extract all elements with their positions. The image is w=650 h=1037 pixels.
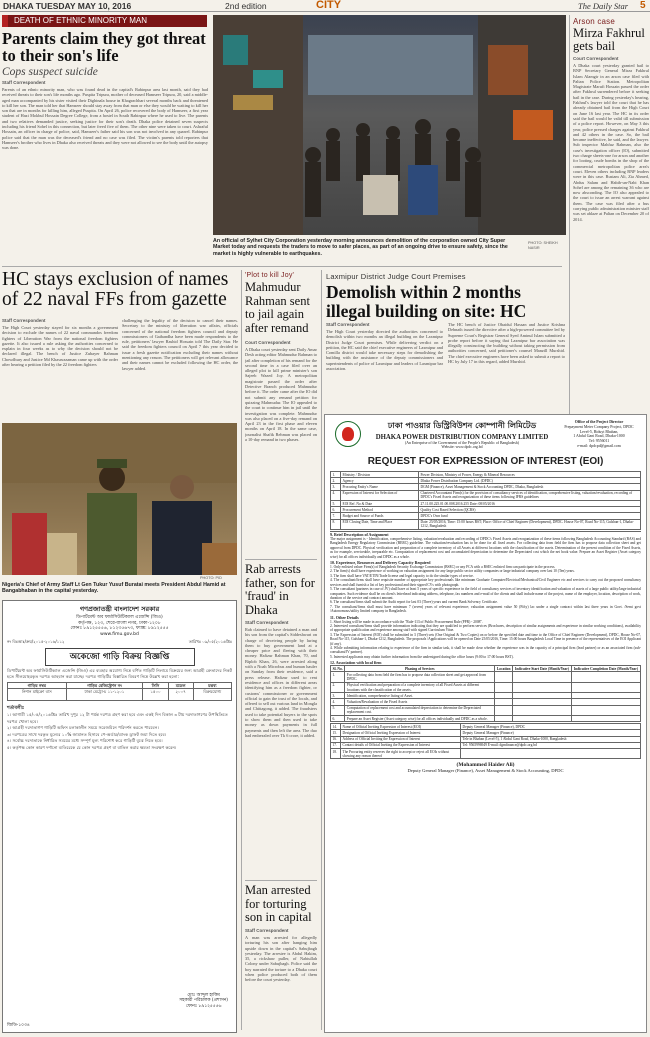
photo1-caption: An official of Sylhet City Corporation yesterday morning announces demolition of the corporation owned City Super Market today and requests the traders to move to safer places, as part of an ongoing drive to ensure safety, since the market is highly vulnerable to earthquakes. bbox=[213, 238, 508, 257]
term-item: ৪। সর্বোচ্চ দরদাতাকে নির্ধারিত সময়ের মধ্যে সম্পূর্ণ মূল্য পরিশোধ করে গাড়িটি বুঝে নিতে হবে। bbox=[7, 738, 163, 744]
table-row bbox=[331, 672, 641, 682]
ad-terms-title: শর্তাবলীঃ bbox=[7, 706, 25, 712]
edition-label: 2nd edition bbox=[225, 1, 267, 11]
eoi-sign-name: (Mohammed Haider Ali) bbox=[456, 762, 515, 769]
table-cell: Computation of replacement cost and accumulated depreciation to determine the Depreciated replacement cost. bbox=[345, 705, 495, 715]
table-header-cell: Indicative Completion Date (Month/Year) bbox=[571, 666, 640, 672]
row-label: Expression of Interest for Selection of bbox=[341, 490, 419, 500]
requirement-item: 4. The consultant/firms shall have requisite number of appropriate key professionals like minimum Graduate Computer/Electrical/Mechanical/Civil Engineer etc and services to carry out the proposed consultancy services and shall furnish a list of key professional and their signed CVs with photograph. bbox=[330, 578, 641, 587]
table-cell: Identification, comprehensive listing of Asset. bbox=[345, 693, 495, 699]
story5-byline: Staff Correspondent bbox=[245, 928, 289, 933]
ad-code: জিডি-১০৩৪ bbox=[7, 1023, 30, 1028]
row-number: 17. bbox=[331, 742, 341, 748]
table-header-cell: Phasing of Services bbox=[345, 666, 495, 672]
eoi-info-table bbox=[330, 471, 641, 530]
table-header-cell: Sl. No. bbox=[331, 666, 345, 672]
arson-kicker: Arson case bbox=[573, 17, 616, 26]
row-value: Tele in Bhaban (Level-5), 1 Abdul Gani Road, Dhaka-1000, Bangladesh bbox=[461, 736, 641, 742]
table-cell: Valuation/Revaluation of the Fixed Assets bbox=[345, 699, 495, 705]
row-label: Contact details of Official Inviting the Expression of Interest bbox=[341, 742, 461, 748]
row-number: 7. bbox=[331, 513, 341, 519]
row-number: 3. bbox=[331, 484, 341, 490]
ad-date: তারিখঃ ০৯/০৫/২০১৬খ্রিঃ bbox=[188, 639, 232, 644]
requirement-item: 1. Only enlisted valuer Firm(s) of Bangladesh Security Exchange Commission (BSEC) or any FCA with a BSEC enlisted firm can participate in the process. bbox=[330, 565, 556, 570]
story6-kicker: Laxmipur District Judge Court Premises bbox=[326, 272, 466, 281]
table-row bbox=[331, 705, 641, 715]
row-number: 15. bbox=[331, 730, 341, 736]
story1-headline: Parents claim they got threat to their son's life bbox=[2, 29, 206, 65]
table-cell bbox=[513, 672, 572, 682]
row-value: DPDC's Own fund bbox=[419, 513, 641, 519]
ad-sign-name: মোঃ আব্দুল হাকিম bbox=[187, 992, 220, 998]
paper-logo: The Daily Star bbox=[578, 1, 629, 11]
table-cell: বিক্রয়যোগ্য bbox=[193, 689, 231, 701]
army-chief-photo bbox=[2, 423, 237, 575]
row-label: Budget and Source of Funds bbox=[341, 513, 419, 519]
photo2-caption: Nigeria's Chief of Army Staff Lt Gen Tukur Yusuf Buratai meets President Abdul Hamid at Bangabhaban in the capital yesterday. bbox=[2, 582, 226, 595]
eoi-company-en: DHAKA POWER DISTRIBUTION COMPANY LIMITED bbox=[375, 434, 549, 441]
table-header-cell: Indicative Start Date (Month/Year) bbox=[513, 666, 572, 672]
row-number: 5. bbox=[331, 501, 341, 507]
table-cell bbox=[513, 716, 572, 722]
story1-body: Parents of an ethnic minority man, who was found dead in the capital's Rabinpur area last month, said they had received threats to their son's life months ago. Puspita Tripura, mother of deceased Hamseer Tripura, 20, said a middle-aged man accompanied by his sister visited their Dighinala house in Khagrachhari several months back and threatened to kill her son. The man told her that Hamseer should stay away from that man or else they would be waiting to kill her son that are in months for killing him, alleged Puspita. On April 26, police recovered the body of Hamseer, a first year student of Hazi Mokbul Hossain Degree College, from a hostel in South Rabinpur where he used to live. The parents and two relatives demanded justice, seeking justice for their son's death. Dhaka police detained seven suspects including his friend Sohel in this connection, but later freed five of them. The other nine were taken to court. Ashraful Hossain, an officer in charge of police, said, Hamseer's father said his son was not involved in any quarrel. Rabinpur police said that the man was the deceased's friend and no case was filed. The victim's parents told reporters that Hamseer's brother who lives in Dhaka also received threats and they were not allowed to see the body until the autopsy was done. bbox=[2, 87, 208, 151]
row-number: 14. bbox=[331, 724, 341, 730]
ad-ref: নং বিঃআঃ/ক্রয়/২০১৫-২০১৬/১১২ bbox=[7, 639, 65, 644]
row-number: 8. bbox=[331, 519, 341, 529]
row-label: Procurement Method bbox=[341, 507, 419, 513]
table-cell: 6. bbox=[331, 716, 345, 722]
arson-headline: Mirza Fakhrul gets bail bbox=[573, 26, 645, 53]
table-cell: 5. bbox=[331, 705, 345, 715]
column-rule bbox=[321, 270, 322, 1030]
detail-item: 3. The Expression of Interest (EOI) shall be submitted in 3 (Three) sets (One Original & Two Copies) on or before the specified date and time to the Office of Chief Engineer (Development), DPDC, House No-07, Road No-115, Gulshan-1, Dhaka-1212, Bangladesh. The proposals /Applications will be opened on Date 25/05/2016, Time: 15:00 hours Bangladesh Local Time in presence of the representatives of the EOI Applicant (if any). bbox=[330, 632, 641, 646]
dpdc-logo bbox=[335, 421, 361, 447]
ad-sign-title: সহকারী পরিচালক (প্রশাসন) bbox=[179, 998, 228, 1004]
eoi-website[interactable]: Website: www.dpdc.org.bd bbox=[441, 445, 483, 449]
dateline: DHAKA TUESDAY MAY 10, 2016 bbox=[3, 1, 132, 11]
table-cell bbox=[495, 705, 513, 715]
row-number: 16. bbox=[331, 736, 341, 742]
story3-body: A Dhaka court yesterday sent Daily Amar Desh acting editor Mahmudur Rahman to jail after completion of his remand for the second time in a case filed over an alleged plot to kill prime minister's son Sajeeb Wazed Joy. A metropolitan magistrate passed the order after Detective Branch produced Mahmudur before it. The order came after the IO did not submit any remand petition for quizzing Mahmudur. The IO appealed to the court to continue him in jail until the investigation was complete. Mahmudur was also placed on a five-day remand on April 23 in the first phase and eleven months on April 18. In the same case, journalist Shafik Rehman was placed on a 10-day remand in two phases. bbox=[245, 347, 317, 443]
table-row bbox=[8, 689, 232, 701]
row-value: Deputy General Manager (Finance) bbox=[461, 730, 641, 736]
requirement-item: 2. The firm(s) shall have experience of working on valuation assignment for any large public sector utility companies or large industrial company over last 10 (Ten) years. bbox=[330, 569, 575, 574]
table-header-cell: মডেল bbox=[168, 683, 193, 689]
page-number: 5 bbox=[640, 0, 646, 11]
eoi-sign-title: Deputy General Manager (Finance), Asset Management & Stock Accounting, DPDC bbox=[407, 768, 564, 774]
address-line: 1 Abdul Gani Road, Dhaka-1000 bbox=[573, 434, 625, 439]
story3-kicker: 'Plot to kill Joy' bbox=[245, 272, 295, 279]
requirement-item: 7. The consultant/firms shall must have minimum 7 (seven) years of relevant experience; valuation assignment value 50 (Fifty) lac under a single contract within last three years in Govt. /Semi govt /Autonomous/utility limited company in Bangladesh. bbox=[330, 604, 641, 614]
table-header-cell: সিসি bbox=[143, 683, 168, 689]
row-label: Agency bbox=[341, 478, 419, 484]
table-header-cell: Location bbox=[495, 666, 513, 672]
row-label: The Procuring entity reserves the right to accept or reject all EOIs without showing any reason thereof bbox=[341, 749, 461, 759]
eoi-section10-list bbox=[330, 565, 641, 613]
table-header-cell: গাড়ির নম্বর bbox=[8, 683, 67, 689]
section-name: CITY bbox=[316, 0, 342, 11]
row-value: 27.11.00.225.01.00.008.2016.255 Date: 08/05/2016 bbox=[419, 501, 641, 507]
masthead bbox=[0, 0, 650, 12]
arson-body: A Dhaka court yesterday granted bail to BNP Secretary General Mirza Fakhrul Islam Alamgir in an arson case filed with Paltan Police Station. Metropolitan Magistrate Marufi Hossain passed the order after Fakhrul surrendered before it seeking bail in the case. During yesterday's hearing, Fakhrul's lawyer told the court that he has already obtained bail from the High Court on June 16 last year. The HC in its order said the bail would be valid till submission of a police report. However, on May 3 this year, police pressed charges against Fakhrul and 42 others in the case. So, the bail became ineffective, he said, and the lawyer. Sub inspector Mahfuz Rahman, also the case's investigation officer (IO), submitted two charge sheets-one for arson and another for looting, crude bombs in the shop of the commercial metropolitan police area's court. Eleven others including BNP leaders were in this case. Rustam Ali, Zia Ahmed, Abdus Salam and Habib-un-Nabi Khan Sohel are among the remaining 36 who are now absconding. The IO also appealed to the court to issue an arrest warrant against them. The case was filed after a bus carrying public administration minister staff was set ablaze at Paltan on December 20 of 2014. bbox=[573, 63, 649, 222]
eoi-tail-table bbox=[330, 723, 641, 759]
eoi-section11-title: 11. Other Details bbox=[330, 614, 359, 620]
eoi-title: REQUEST FOR EXPRESSION OF INTEREST (EOI) bbox=[367, 456, 604, 467]
row-value: Date: 25/05/2016, Time: 15:00 hours BST; Place: Office of Chief Engineer (Development), DPDC. House No-07, Road No-115, Gulshan-1, Dhaka-1212, Bangladesh bbox=[419, 519, 641, 529]
detail-item: 4. While submitting information relating to experience of the firm in similar task, it shall be made clear whether the experience was in the capacity of a principal firm (lead partner) or as an associated firm (sub-consultant/JV partner). bbox=[330, 645, 641, 655]
row-label: Address of Official Inviting the Expression of Interest bbox=[341, 736, 461, 742]
table-row bbox=[331, 519, 641, 529]
table-cell: For collecting data from field the firm has to propose data collection sheet and get approval from DPDC. bbox=[345, 672, 495, 682]
row-number: 4. bbox=[331, 490, 341, 500]
row-number: 2. bbox=[331, 478, 341, 484]
table-cell: 1. bbox=[331, 672, 345, 682]
ad-heading: গণপ্রজাতন্ত্রী বাংলাদেশ সরকার bbox=[79, 605, 160, 613]
row-value: Power Division, Ministry of Power, Energy & Mineral Resources bbox=[419, 472, 641, 478]
address-line: Prepayment Meter Company Project, DPDC bbox=[564, 424, 634, 429]
address-line: Level-5, Biduyt Bhaban, bbox=[579, 429, 619, 434]
row-value: DGM (Finance), Asset Management & Stock Accounting DPDC, Dhaka, Bangladesh bbox=[419, 484, 641, 490]
ad-terms-list bbox=[7, 712, 232, 751]
table-row bbox=[331, 490, 641, 500]
story2-body-col1: The High Court yesterday stayed for six months a government decision to exclude the names of 22 naval commandos freedom fighters of Liberation War from the national freedom fighters gazette. It also issued a rule asking the authorities concerned to explain in four weeks as to why the decision should not be declared illegal. The bench of Justice Zubayer Rahman Chowdhury and Justice Md Khasruzzaman came up with the order after hearing a petition filed by the 22 freedom fighters bbox=[2, 325, 118, 368]
table-cell bbox=[495, 682, 513, 692]
ad-vehicle-table bbox=[7, 682, 232, 701]
story6-byline: Staff Correspondent bbox=[326, 322, 370, 327]
term-item: ২। আগ্রহী দরদাতাগণ গাড়িটি অফিস চলাকালীন সময়ে সরেজমিনে পরিদর্শন করতে পারবেন। bbox=[7, 725, 159, 731]
table-cell: ২০০৭ bbox=[168, 689, 193, 701]
address-line: e-mail: dpdcpd@gmail.com bbox=[577, 443, 621, 448]
table-header-cell: মন্তব্য bbox=[193, 683, 231, 689]
eoi-section9-title: 9. Brief Description of Assignment bbox=[330, 531, 641, 537]
banner-text: DEATH OF ETHNIC MINORITY MAN bbox=[14, 16, 148, 25]
eoi-right-lines bbox=[558, 425, 640, 449]
row-label: EOI Closing Date, Time and Place bbox=[341, 519, 419, 529]
story2-byline: Staff Correspondent bbox=[2, 318, 46, 323]
story3-headline: Mahmudur Rahman sent to jail again after remand bbox=[245, 280, 310, 335]
photo2-credit: PHOTO: PID bbox=[200, 576, 222, 580]
eoi-company-bn: ঢাকা পাওয়ার ডিস্ট্রিবিউশন কোম্পানী লিমিটেড bbox=[387, 421, 537, 430]
ad-org1: ডিপার্টমেন্ট অব ফার্মাসিউটিক্যাল এজেন্সি (জিও) bbox=[76, 615, 163, 620]
table-header-cell: গাড়ির রেজিস্ট্রেশন নং bbox=[66, 683, 143, 689]
eoi-section9-text: The major assignment is - Identification, comprehensive listing, valuation/revaluation and recording of DPDC's Fixed Assets and reorganization of these items following Bangladesh Accounting Standard (BAS) and Bangladesh Energy Regulatory Commission (BERC) guideline. The valuation/revaluation has to be done for all fixed assets. For collecting data from field the firm has to propose data collection sheet and get approval from DPDC. Physical verification and preparation of a complete inventory of all Assets at different locations with the classification of the assets. Determination of the present condition of the Fixed Assets, as for example, serviceable, irreparable etc. Computation of replacement cost and accumulated depreciation to determine the Depreciated cost which the net book value. Prepare an Asset Register (Asset category wise) for all offices individually and DPDC as a whole. bbox=[330, 537, 641, 559]
dpdc-eoi-ad bbox=[324, 414, 647, 1033]
row-label: Procuring Entity's Name bbox=[341, 484, 419, 490]
table-row bbox=[331, 682, 641, 692]
term-item: ৫। কর্তৃপক্ষ কোন কারণ দর্শানো ব্যতিরেকে যে কোন দরপত্র গ্রহণ বা বাতিল করার ক্ষমতা সংরক্ষণ করেন। bbox=[7, 744, 177, 750]
row-value: Chartered Accountant Firm(s) for the provision of consultancy services of identification, comprehensive listing, valuation/revaluation, recording of DPDC's Fixed Assets and reorganization of these items following IFRS guidelines bbox=[419, 490, 641, 500]
table-cell bbox=[571, 716, 640, 722]
table-cell: 2. bbox=[331, 682, 345, 692]
detail-item: 2. Interested consultant/firms shall provide information indicating that they are qualified to perform services (Brochures, description of similar assignments and experience in similar working conditions), availability of appropriate qualification and experience among staff with signed Curriculum Vitae. bbox=[330, 623, 641, 633]
eoi-right-office: Office of the Project Director bbox=[574, 420, 624, 424]
row-value: Tel: 9565996949 E-mail: dgmfinance@dpdc.org.bd bbox=[461, 742, 641, 748]
detail-item: 1. Short listing will be made in accordance with the "Rule-113 of Public Procurement Rule (PPR) - 2008". bbox=[330, 619, 483, 624]
story4-byline: Staff Correspondent bbox=[245, 620, 289, 625]
term-item: ১। আগামী ১৫/০৫/২০১৬খ্রিঃ তারিখ দুপুর ১২ টা পর্যন্ত দরপত্র গ্রহণ করা হবে এবং একই দিন বিকাল ৩ টায় দরদাতাগণের উপস্থিতিতে দরপত্র খোলা হবে। bbox=[7, 712, 228, 724]
table-cell bbox=[513, 705, 572, 715]
story2-headline: HC stays exclusion of names of 22 naval FFs from gazette bbox=[2, 269, 229, 310]
table-cell bbox=[571, 682, 640, 692]
row-label: EOI Ref. No & Date bbox=[341, 501, 419, 507]
story1-banner bbox=[2, 15, 207, 27]
story4-body: Rab claimed to have detained a man and his son from the capital's Siddeshwari on charge of deceiving people by luring them to buy government land at a cheaper price and fleeing with their money. Hafizur Rahman Khan, 70, and Biplob Khan, 26, were arrested along with a Noah Microbus and human hauler on Sunday from their residence, said a press release. Hafizur used to rent residence and offices in different areas identifying him as a freedom fighter, or customs' commissioner or government official to gain the trust of the locals, and offered to sell out various land in Mongla and Chittagong, it added. The fraudsters used to take potential buyers to the spots to show them and then used to take money as down payments in full payments and then left the area. The duo had embezzled over Tk 6 crore, it added. bbox=[245, 627, 317, 738]
story6-body-col2: The HC bench of Justice Obaidul Hassan and Justice Krishna Debnath issued the directive after a high-powered committee led by Supreme Court's Registrar General Syed Aminul Islam submitted a probe report before it saying that Laxmipur bar association was illegally constructing the building without taking permission from authorities concerned, said petitioner's counsel Manzill Murshid. The chief executive engineers have been asked to submit a report to HC by July 17 in this regard, added Murshid. bbox=[448, 322, 565, 365]
column-rule bbox=[241, 270, 242, 1030]
bengali-tender-ad bbox=[2, 600, 237, 1033]
address-line: Tel: 9556011 bbox=[588, 439, 610, 444]
detail-item: 5. Interested applicants may obtain further information from the undersigned during the office hours (9:00 to 17:00 hours BST). bbox=[330, 654, 514, 659]
table-cell bbox=[495, 716, 513, 722]
story6-headline: Demolish within 2 months illegal building on site: HC bbox=[326, 282, 527, 321]
city-market-photo bbox=[213, 15, 566, 235]
eoi-assoc-table bbox=[330, 665, 641, 722]
row-label: Designation of Official Inviting Expression of Interest bbox=[341, 730, 461, 736]
table-cell bbox=[571, 672, 640, 682]
table-cell: ঢাকা মেট্রো-চ ১১-১২০১ bbox=[66, 689, 143, 701]
table-row bbox=[331, 749, 641, 759]
eoi-section12-title: 12. Association with local firm bbox=[330, 660, 382, 666]
story5-headline: Man arrested for torturing son in capital bbox=[245, 883, 312, 924]
ad-website[interactable]: www.fimu.gov.bd bbox=[100, 631, 139, 637]
street-scene-illustration bbox=[213, 15, 566, 235]
section-rule bbox=[2, 266, 562, 267]
ad-sign-phone: ফোনঃ ৮৯১২৫৫৫৬ bbox=[185, 1004, 222, 1010]
eoi-company-sub: (An Enterprise of the Government of the People's Republic of Bangladesh) bbox=[405, 441, 519, 445]
story6-body-col1: The High Court yesterday directed the authorities concerned to demolish within two months an illegal building on the Laxmipur District Judge Court premises. While delivering verdict on a petition, the HC said the chief executive engineers of Laxmipur and Comilla district would take necessary steps for demolishing the building with the assistance of the deputy commissioners and superintendents of police of Laxmipur and leaders of Laxmipur bar association. bbox=[326, 329, 443, 372]
row-label: Ministry / Division bbox=[341, 472, 419, 478]
table-cell: 3. bbox=[331, 693, 345, 699]
story4-headline: Rab arrests father, son for 'fraud' in Dhaka bbox=[245, 562, 315, 617]
table-cell: 4. bbox=[331, 699, 345, 705]
story5-body: A man was arrested for allegedly torturing his son after hanging him upside down in the capital's Sabujbagh yesterday. The arrestee is Abdul Hakim, 35, a rickshaw puller, of Nabiullah Colony under Sabujbagh. Police said the boy narrated the torture to a Dhaka court when police produced both of them before the court yesterday. bbox=[245, 935, 317, 983]
eoi-section10-title: 10. Experience, Resources and Delivery Capacity Required bbox=[330, 560, 431, 566]
row-number: 18. bbox=[331, 749, 341, 759]
story2-body-col2: challenging the legality of the decision to cancel their names. Secretary to the ministry of liberation war affairs, officials concerned of the national freedom fighters council and deputy commissioners of Gaibandha have been made respondents to the rule, petitioners' lawyer Rashid Hossain told The Daily Star. He said the freedom fighters council on April 7 this year decided to issue a fresh gazette notification excluding their names without mentioning any reason. The petitioners will get relevant allowance and their names cannot be excluded following the HC order, the lawyer added. bbox=[122, 318, 238, 371]
row-value: Dhaka Power Distribution Company Ltd. (DPDC) bbox=[419, 478, 641, 484]
requirement-item: 6. The consultant/firms shall submit the Audit report for last 03 (Three) years and current Bank Solvency Certificate. bbox=[330, 600, 498, 605]
ad-signature bbox=[179, 993, 228, 1010]
ad-ref-row bbox=[7, 639, 232, 646]
table-cell: Physical verification and preparation of a complete inventory of all Fixed Assets at different locations with the classification of the assets. bbox=[345, 682, 495, 692]
table-cell: Prepare an Asset Register (Asset category wise) for all offices individually and DPDC as a whole. bbox=[345, 716, 495, 722]
photo1-credit: PHOTO: SHEIKH NASIR bbox=[528, 241, 558, 250]
requirement-item: 5. The consultant (partners in case of JV) shall have at least 5 years of specific experience in the field of consultancy services of inventory identification and valuation of assets of a large public utility/large industrial companies. Such evidence shall be on client's letterhead indicating address, telephone, fax numbers and e-mail of the clients and shall include name of the project, name of the employer, location, description of work, duration of the service and contract amount. bbox=[330, 587, 641, 600]
row-value: Quality Cost Based Selection (QCBS) bbox=[419, 507, 641, 513]
ad-phone: ফোনঃ ৮৯১২৫৫৫৬, ৮১২৩৫৬৭৩, ফ্যাক্স: ৮৯১২৫৫৫ bbox=[70, 626, 169, 631]
table-row bbox=[331, 716, 641, 722]
ad-title: অকেজো গাড়ি বিক্রয় বিজ্ঞপ্তি bbox=[45, 648, 195, 666]
row-value bbox=[461, 749, 641, 759]
meeting-scene-illustration bbox=[2, 423, 237, 575]
story3-byline: Court Correspondent bbox=[245, 340, 291, 345]
eoi-section11-list bbox=[330, 620, 641, 660]
story-divider bbox=[245, 559, 317, 560]
row-number: 1. bbox=[331, 472, 341, 478]
term-item: ৩। দরপত্রের সাথে দরকৃত মূল্যের ১০% জামানত হিসাবে পে-অর্ডার/ব্যাংক ড্রাফট জমা দিতে হবে। bbox=[7, 731, 167, 737]
story1-byline: Staff Correspondent bbox=[2, 80, 46, 85]
ad-intro: ডিপার্টমেন্ট অব ফার্মাসিউটিক্যাল এজেন্সি (জিও) এর ব্যবহার অযোগ্য নিম্নে বর্ণিত গাড়িটি নিলামে বিক্রয়ের জন্য আগ্রহী ক্রেতাদের নিকট হতে সীলমোহরকৃত দরপত্র আহবান করা যাচ্ছে। দরপত্র গাড়িটির বিস্তারিত বিবরণ নিম্নে উল্লেখ করা হলো: bbox=[7, 668, 232, 679]
table-cell bbox=[495, 672, 513, 682]
table-cell: নিশান মাইক্রো বাস bbox=[8, 689, 67, 701]
table-cell bbox=[571, 705, 640, 715]
table-cell bbox=[513, 682, 572, 692]
row-label: Name of Official Inviting Expression of Interest (EOI) bbox=[341, 724, 461, 730]
row-number: 6. bbox=[331, 507, 341, 513]
requirement-item: 3. The firm shall have VAT/ETIN/Trade license and legal capacity to do the similar types of service. bbox=[330, 573, 474, 578]
row-value: Deputy General Manager (Finance), DPDC bbox=[461, 724, 641, 730]
arson-byline: Court Correspondent bbox=[573, 56, 619, 61]
story1-subhead: Cops suspect suicide bbox=[2, 66, 98, 78]
table-cell: ১৫০০ bbox=[143, 689, 168, 701]
ad-org2: কর্তৃপক্ষ, ১২৩, শেরে-বাংলা নগর, ঢাকা-১২০৮ bbox=[78, 620, 161, 626]
story-divider bbox=[245, 880, 317, 881]
